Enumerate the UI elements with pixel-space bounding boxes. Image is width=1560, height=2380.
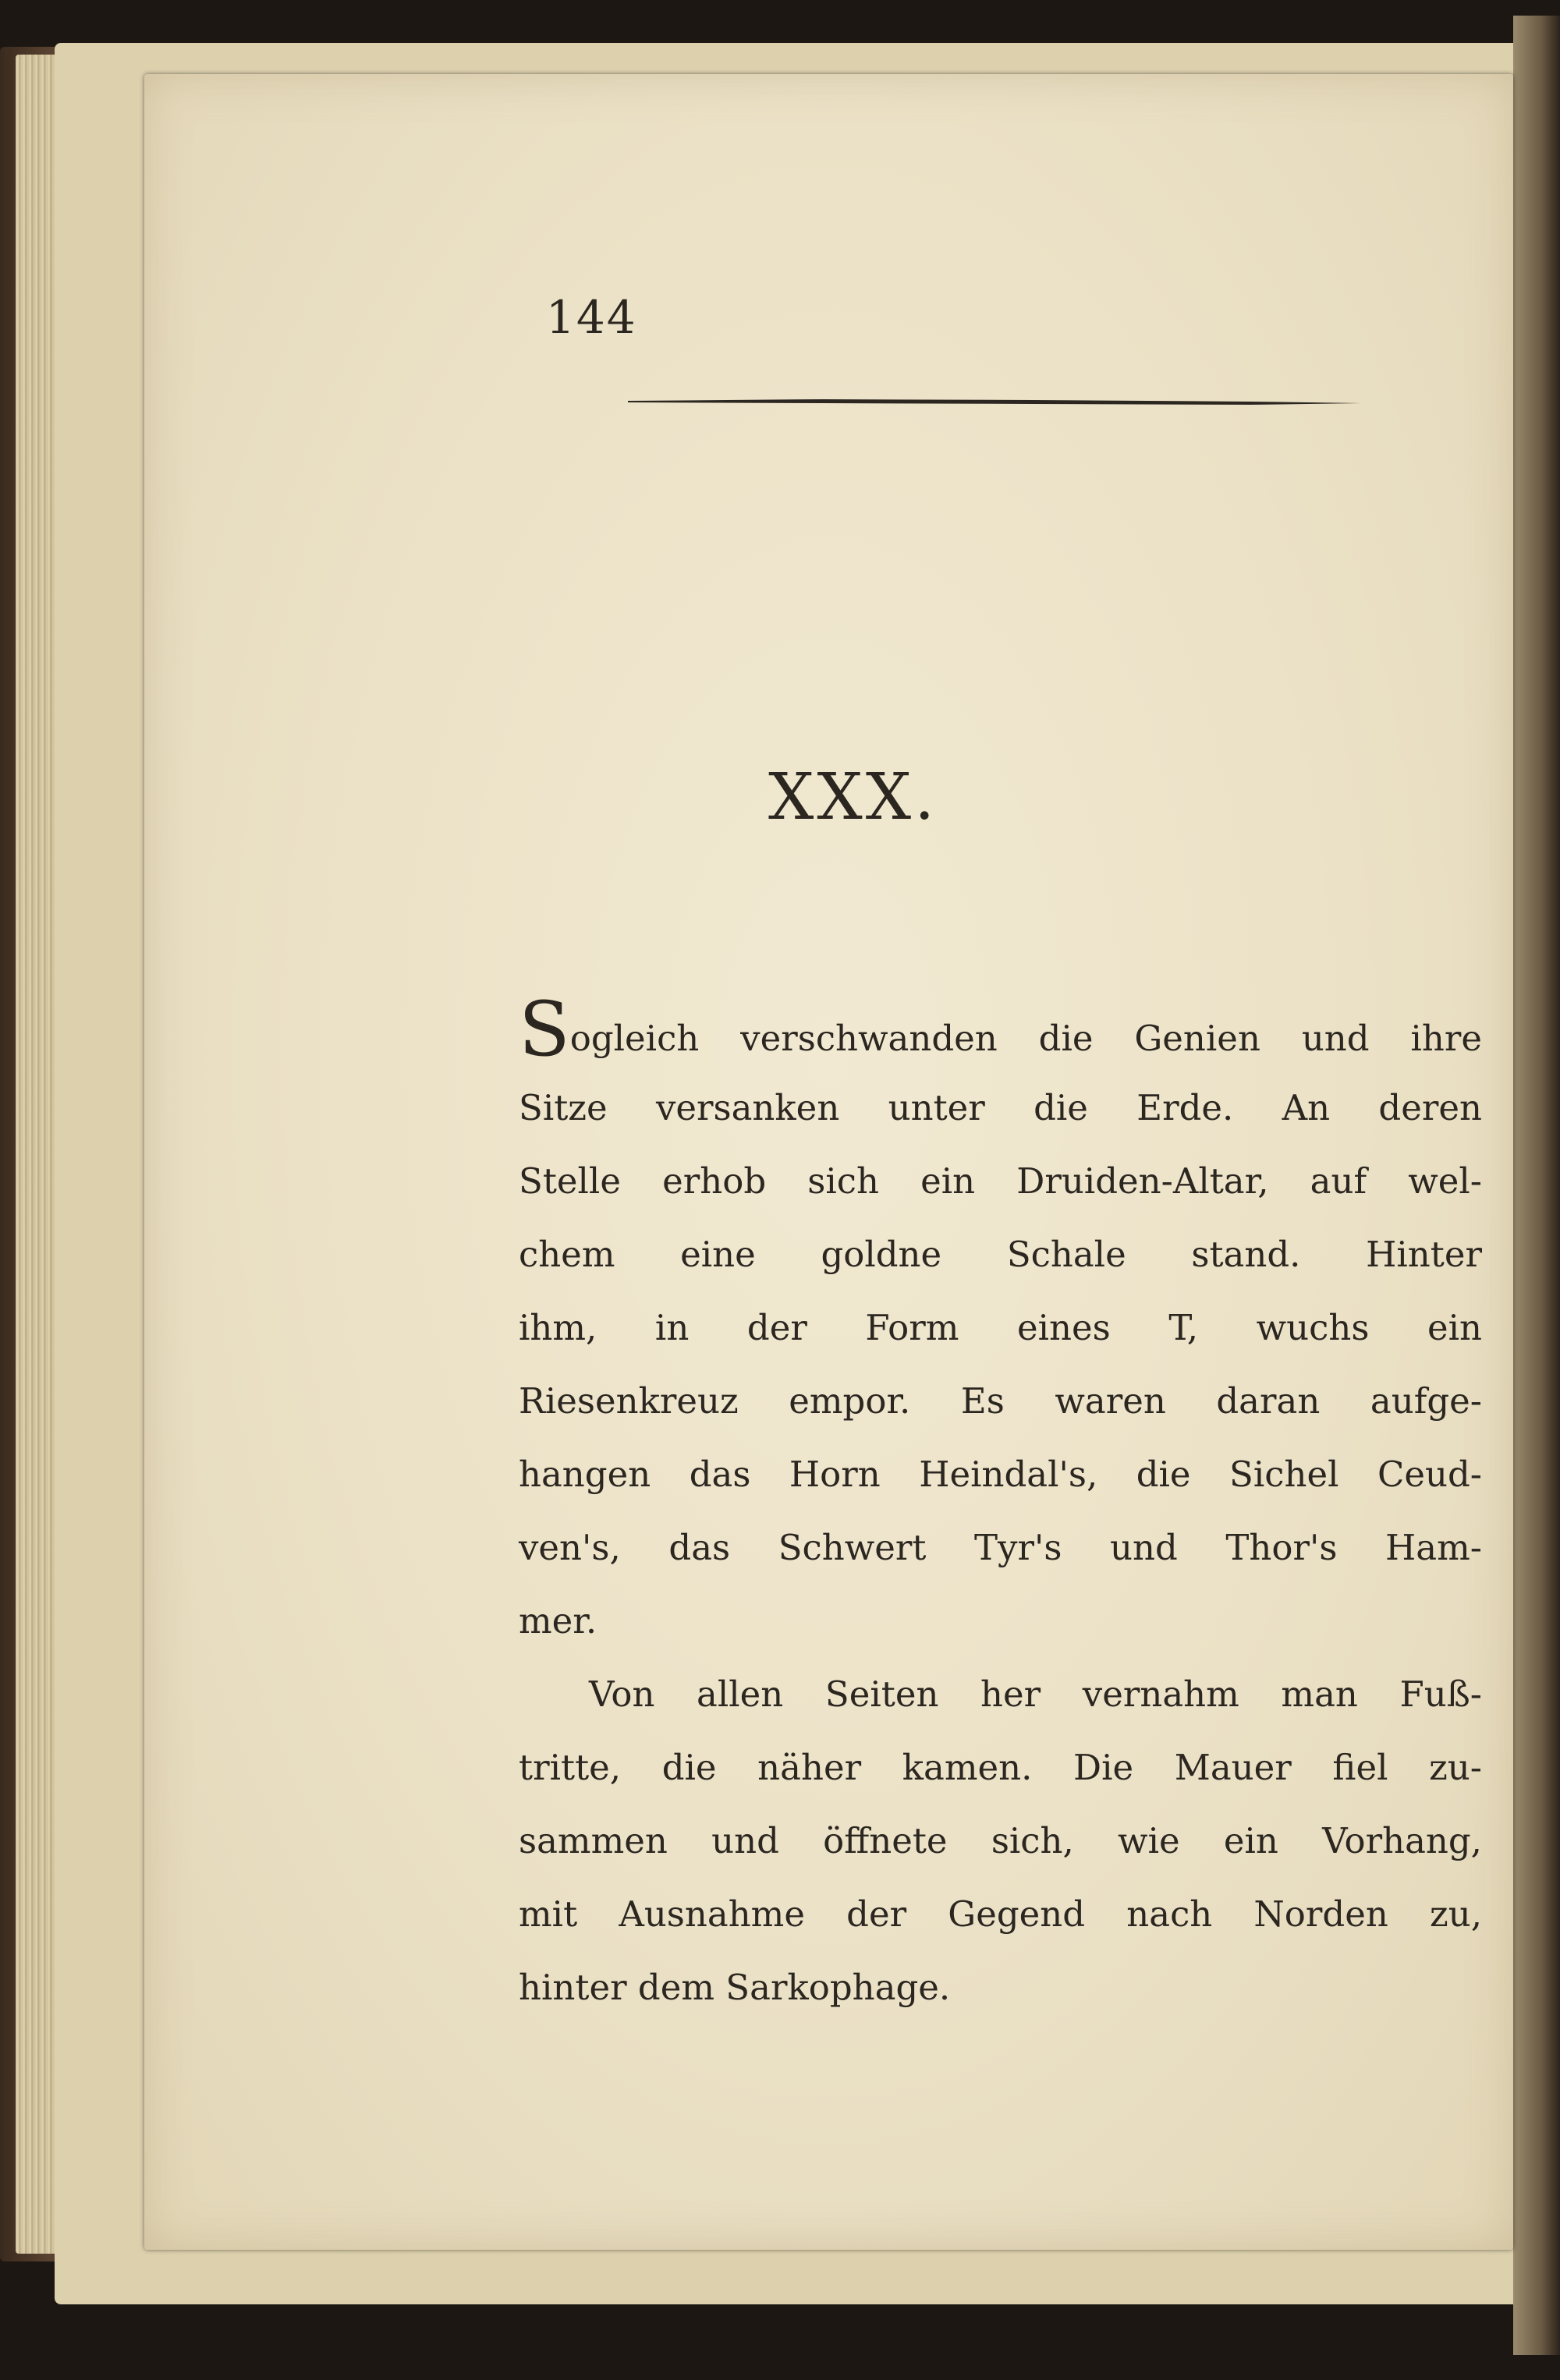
text-line: tritte, die näher kamen. Die Mauer fiel zu- bbox=[519, 1747, 1482, 1788]
text-line: ihm, in der Form eines T, wuchs ein bbox=[519, 1307, 1482, 1348]
text-line-rest: ogleich verschwanden die Genien und ihre bbox=[569, 1018, 1482, 1059]
drop-cap: S bbox=[519, 986, 570, 1073]
text-line: Sitze versanken unter die Erde. An deren bbox=[519, 1087, 1482, 1128]
text-line: chem eine goldne Schale stand. Hinter bbox=[519, 1234, 1482, 1275]
text-line: Riesenkreuz empor. Es waren daran aufge- bbox=[519, 1380, 1482, 1422]
text-line bbox=[519, 986, 1482, 1073]
page-number: 144 bbox=[546, 291, 637, 344]
chapter-title: XXX. bbox=[768, 760, 938, 834]
text-line: Von allen Seiten her vernahm man Fuß- bbox=[589, 1673, 1482, 1715]
text-line: sammen und öffnete sich, wie ein Vorhang, bbox=[519, 1820, 1482, 1861]
header-rule bbox=[628, 396, 1361, 407]
text-line: Stelle erhob sich ein Druiden-Altar, auf wel- bbox=[519, 1160, 1482, 1202]
text-line: hinter dem Sarkophage. bbox=[519, 1967, 951, 2008]
binding-edge bbox=[1513, 16, 1560, 2355]
text-line: mer. bbox=[519, 1600, 597, 1642]
body-text bbox=[519, 986, 1482, 2024]
text-line: mit Ausnahme der Gegend nach Norden zu, bbox=[519, 1893, 1482, 1935]
text-line: hangen das Horn Heindal's, die Sichel Ceud- bbox=[519, 1454, 1482, 1495]
book-page bbox=[144, 74, 1513, 2250]
text-line: ven's, das Schwert Tyr's und Thor's Ham- bbox=[519, 1527, 1482, 1568]
